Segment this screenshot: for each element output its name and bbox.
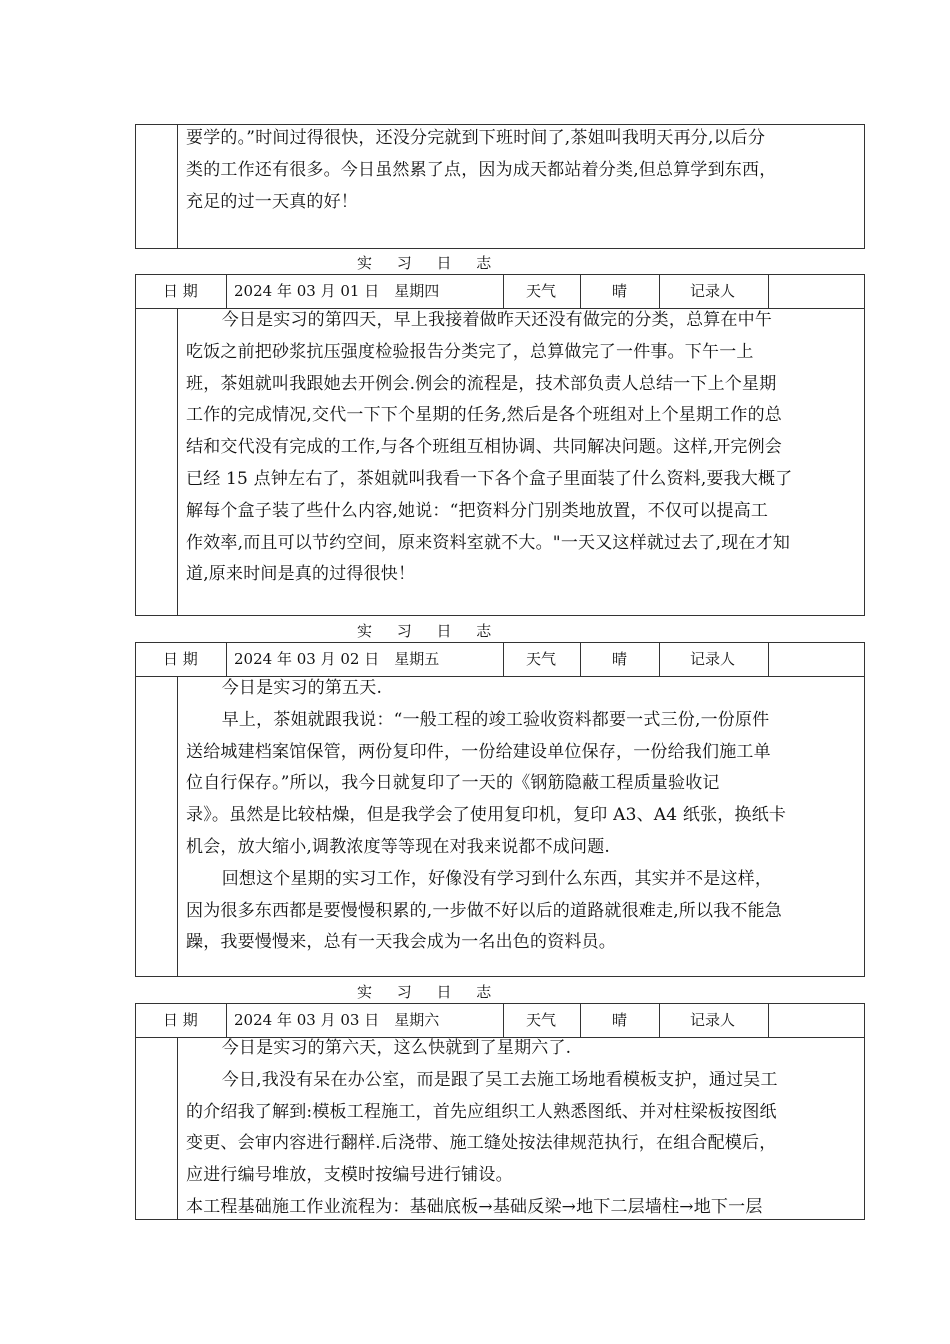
text-line: 今日是实习的第四天，早上我接着做昨天还没有做完的分类，总算在中午 xyxy=(221,310,773,330)
recorder-label: 记录人 xyxy=(690,282,736,300)
header-divider xyxy=(768,274,769,309)
entry-text xyxy=(186,1033,858,1224)
recorder-label: 记录人 xyxy=(690,1011,736,1029)
weather-label: 天气 xyxy=(526,650,557,668)
text-line: 解每个盒子装了些什么内容,她说：“把资料分门别类地放置，不仅可以提高工 xyxy=(186,500,769,521)
continuation-divider xyxy=(177,124,178,249)
log-title: 实 习 日 志 xyxy=(357,254,502,272)
text-line: 结和交代没有完成的工作,与各个班组互相协调、共同解决问题。这样,开完例会 xyxy=(186,437,783,458)
weather-label: 天气 xyxy=(526,1011,557,1029)
text-line: 要学的。”时间过得很快，还没分完就到下班时间了,茶姐叫我明天再分,以后分 xyxy=(186,128,766,148)
text-line: 今日,我没有呆在办公室，而是跟了吴工去施工场地看模板支护，通过吴工 xyxy=(221,1069,778,1090)
body-divider xyxy=(177,1037,178,1220)
entry-text xyxy=(186,673,858,959)
log-title: 实 习 日 志 xyxy=(357,983,502,1001)
header-divider xyxy=(580,642,581,677)
text-line: 因为很多东西都是要慢慢积累的,一步做不好以后的道路就很难走,所以我不能急 xyxy=(186,900,783,921)
weather-value: 晴 xyxy=(612,1011,628,1029)
header-divider xyxy=(226,274,227,309)
header-divider xyxy=(503,274,504,309)
body-divider xyxy=(177,676,178,977)
date-label: 日 期 xyxy=(163,650,198,668)
header-divider xyxy=(768,642,769,677)
text-line: 班，茶姐就叫我跟她去开例会.例会的流程是，技术部负责人总结一下上个星期 xyxy=(186,373,777,394)
date-label: 日 期 xyxy=(163,282,198,300)
text-line: 送给城建档案馆保管，两份复印件，一份给建设单位保存，一份给我们施工单 xyxy=(186,741,771,762)
text-line: 早上，茶姐就跟我说：“一般工程的竣工验收资料都要一式三份,一份原件 xyxy=(221,709,770,730)
header-divider xyxy=(659,274,660,309)
date-value: 2024 年 03 月 03 日 星期六 xyxy=(234,1011,440,1029)
header-divider xyxy=(226,642,227,677)
text-line: 今日是实习的第五天. xyxy=(221,678,383,698)
text-line: 已经 15 点钟左右了，茶姐就叫我看一下各个盒子里面装了什么资料,要我大概了 xyxy=(186,468,793,489)
weather-value: 晴 xyxy=(612,650,628,668)
text-line: 录》。虽然是比较枯燥，但是我学会了使用复印机，复印 A3、A4 纸张，换纸卡 xyxy=(186,805,787,826)
text-line: 类的工作还有很多。今日虽然累了点，因为成天都站着分类,但总算学到东西， xyxy=(186,159,777,180)
text-line: 工作的完成情况,交代一下下个星期的任务,然后是各个班组对上个星期工作的总 xyxy=(186,405,783,426)
date-label: 日 期 xyxy=(163,1011,198,1029)
text-line: 应进行编号堆放，支模时按编号进行铺设。 xyxy=(186,1165,513,1186)
continuation-text xyxy=(186,123,858,218)
text-line: 回想这个星期的实习工作，好像没有学习到什么东西，其实并不是这样， xyxy=(221,868,773,889)
date-value: 2024 年 03 月 02 日 星期五 xyxy=(234,650,440,668)
text-line: 吃饭之前把砂浆抗压强度检验报告分类完了，总算做完了一件事。下午一上 xyxy=(186,341,754,362)
entry-text xyxy=(186,305,858,591)
log-title: 实 习 日 志 xyxy=(357,622,502,640)
text-line: 躁，我要慢慢来，总有一天我会成为一名出色的资料员。 xyxy=(186,932,616,953)
text-line: 位自行保存。”所以，我今日就复印了一天的《钢筋隐蔽工程质量验收记 xyxy=(186,773,720,794)
weather-value: 晴 xyxy=(612,282,628,300)
header-divider xyxy=(580,274,581,309)
header-divider xyxy=(503,642,504,677)
text-line: 作效率,而且可以节约空间，原来资料室就不大。"一天又这样就过去了,现在才知 xyxy=(186,532,791,553)
date-value: 2024 年 03 月 01 日 星期四 xyxy=(234,282,440,300)
text-line: 本工程基础施工作业流程为：基础底板→基础反梁→地下二层墙柱→地下一层 xyxy=(186,1196,763,1217)
text-line: 道,原来时间是真的过得很快！ xyxy=(186,564,416,585)
text-line: 的介绍我了解到:模板工程施工，首先应组织工人熟悉图纸、并对柱梁板按图纸 xyxy=(186,1101,777,1122)
body-divider xyxy=(177,308,178,616)
header-divider xyxy=(659,642,660,677)
weather-label: 天气 xyxy=(526,282,557,300)
text-line: 机会，放大缩小,调教浓度等等现在对我来说都不成问题. xyxy=(186,836,611,857)
text-line: 今日是实习的第六天，这么快就到了星期六了. xyxy=(221,1038,572,1058)
text-line: 变更、会审内容进行翻样.后浇带、施工缝处按法律规范执行，在组合配模后， xyxy=(186,1133,777,1154)
recorder-label: 记录人 xyxy=(690,650,736,668)
text-line: 充足的过一天真的好！ xyxy=(186,191,358,212)
